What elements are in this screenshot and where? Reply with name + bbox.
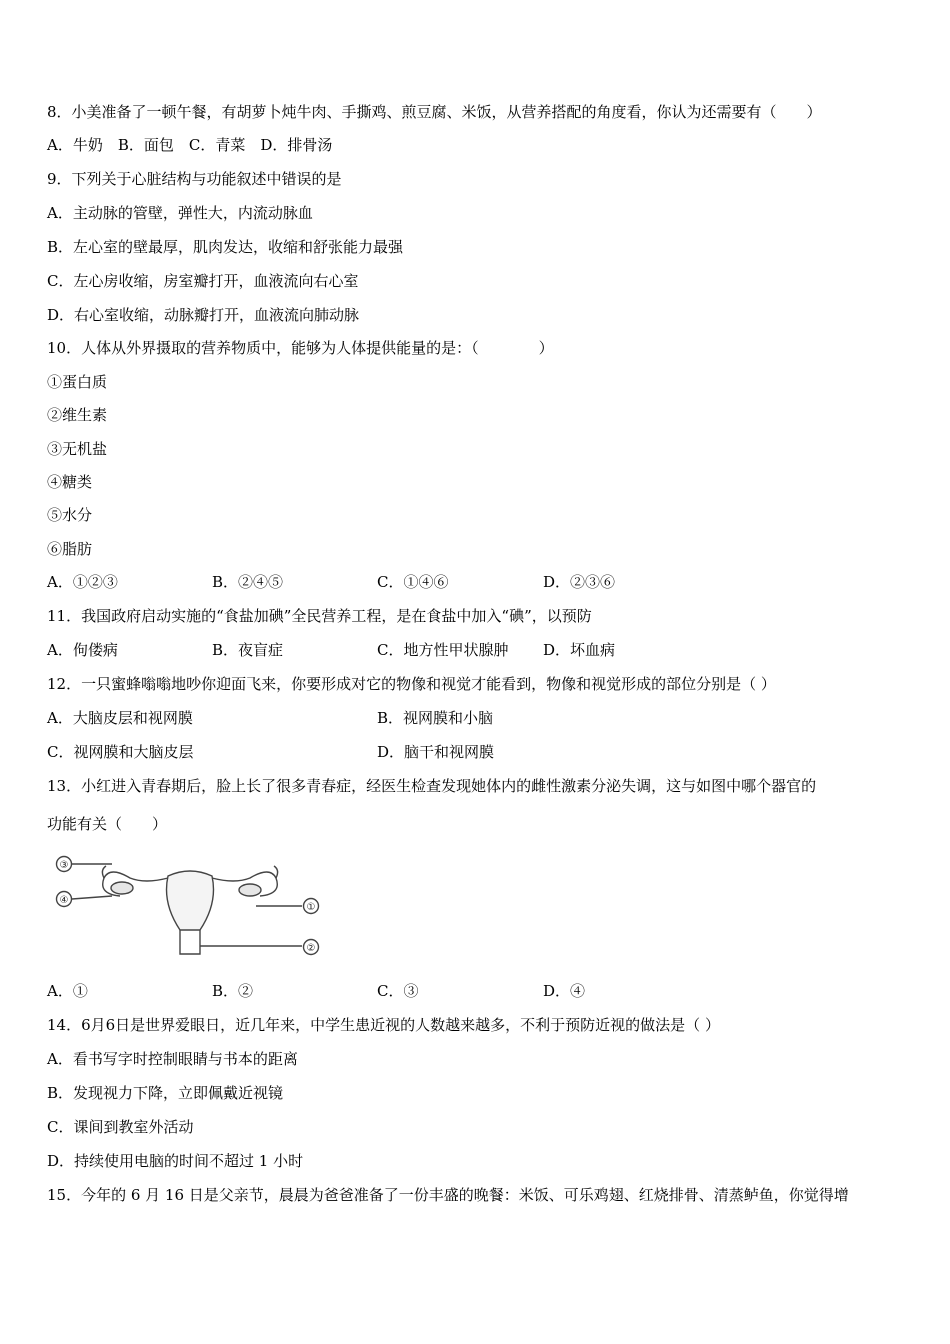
diagram-label-2: ② bbox=[306, 943, 316, 954]
female-reproductive-system-diagram bbox=[50, 848, 330, 966]
q14-option-b: B．发现视力下降，立即佩戴近视镜 bbox=[47, 1084, 284, 1102]
q9-stem: 9．下列关于心脏结构与功能叙述中错误的是 bbox=[47, 170, 342, 188]
q11-option-b: B．夜盲症 bbox=[212, 641, 284, 659]
q10-item-3: ③无机盐 bbox=[47, 440, 108, 458]
q10-item-1: ①蛋白质 bbox=[47, 373, 108, 391]
q10-item-5: ⑤水分 bbox=[47, 506, 93, 524]
q14-option-d: D．持续使用电脑的时间不超过 1 小时 bbox=[47, 1152, 304, 1170]
q11-option-a: A．佝偻病 bbox=[47, 641, 118, 659]
q12-option-b: B．视网膜和小脑 bbox=[377, 709, 494, 727]
q11-stem: 11．我国政府启动实施的“食盐加碘”全民营养工程，是在食盐中加入“碘”，以预防 bbox=[47, 607, 592, 625]
q14-option-c: C．课间到教室外活动 bbox=[47, 1118, 194, 1136]
diagram-label-1: ① bbox=[306, 902, 316, 913]
q14-stem: 14．6月6日是世界爱眼日，近几年来，中学生患近视的人数越来越多，不利于预防近视的做法是（ ） bbox=[47, 1016, 720, 1034]
q9-option-c: C．左心房收缩，房室瓣打开，血液流向右心室 bbox=[47, 272, 359, 290]
q13-stem-line2: 功能有关（ ） bbox=[47, 815, 168, 833]
q12-option-d: D．脑干和视网膜 bbox=[377, 743, 495, 761]
q14-option-a: A．看书写字时控制眼睛与书本的距离 bbox=[47, 1050, 298, 1068]
q10-stem: 10．人体从外界摄取的营养物质中，能够为人体提供能量的是：（ ） bbox=[47, 339, 554, 357]
q8-options: A．牛奶 B．面包 C．青菜 D．排骨汤 bbox=[47, 136, 333, 154]
q13-option-b: B．② bbox=[212, 982, 254, 1000]
q13-option-a: A．① bbox=[47, 982, 88, 1000]
q15-stem: 15．今年的 6 月 16 日是父亲节，晨晨为爸爸准备了一份丰盛的晚餐：米饭、可乐鸡翅、红烧排骨、清蒸鲈鱼，你觉得增 bbox=[47, 1186, 849, 1204]
q9-option-b: B．左心室的壁最厚，肌肉发达，收缩和舒张能力最强 bbox=[47, 238, 404, 256]
q10-option-b: B．②④⑤ bbox=[212, 573, 284, 591]
q10-item-6: ⑥脂肪 bbox=[47, 540, 93, 558]
q10-item-2: ②维生素 bbox=[47, 406, 108, 424]
q10-option-d: D．②③⑥ bbox=[543, 573, 616, 591]
diagram-label-4: ④ bbox=[59, 895, 69, 906]
q9-option-d: D．右心室收缩，动脉瓣打开，血液流向肺动脉 bbox=[47, 306, 360, 324]
q8-stem: 8．小美准备了一顿午餐，有胡萝卜炖牛肉、手撕鸡、煎豆腐、米饭，从营养搭配的角度看，你认为还需要有（ ） bbox=[47, 103, 822, 121]
diagram-label-3: ③ bbox=[59, 860, 69, 871]
q13-option-c: C．③ bbox=[377, 982, 419, 1000]
q11-option-c: C．地方性甲状腺肿 bbox=[377, 641, 509, 659]
q10-option-a: A．①②③ bbox=[47, 573, 118, 591]
q10-option-c: C．①④⑥ bbox=[377, 573, 449, 591]
q13-option-d: D．④ bbox=[543, 982, 586, 1000]
q12-stem: 12．一只蜜蜂嗡嗡地吵你迎面飞来，你要形成对它的物像和视觉才能看到，物像和视觉形成的部位分别是（ ） bbox=[47, 675, 776, 693]
q13-stem-line1: 13．小红进入青春期后，脸上长了很多青春症，经医生检查发现她体内的雌性激素分泌失调，这与如图中哪个器官的 bbox=[47, 777, 817, 795]
q12-option-a: A．大脑皮层和视网膜 bbox=[47, 709, 193, 727]
q11-option-d: D．坏血病 bbox=[543, 641, 616, 659]
q10-item-4: ④糖类 bbox=[47, 473, 93, 491]
q12-option-c: C．视网膜和大脑皮层 bbox=[47, 743, 194, 761]
q9-option-a: A．主动脉的管壁，弹性大，内流动脉血 bbox=[47, 204, 313, 222]
